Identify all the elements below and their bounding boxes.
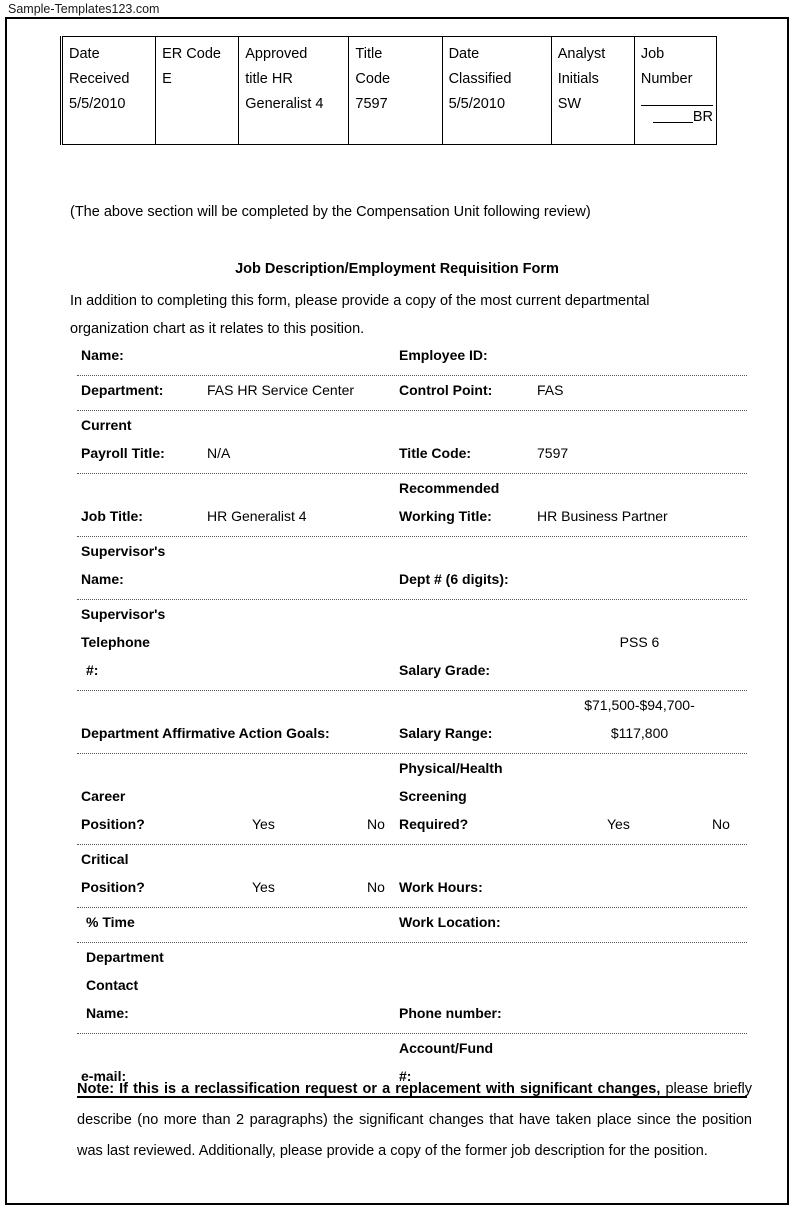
job-number-blank-rule xyxy=(641,93,713,106)
label-telephone: Telephone xyxy=(81,634,150,650)
label-department-contact-1: Department xyxy=(86,949,164,965)
label-account-fund: Account/Fund xyxy=(399,1040,494,1056)
job-number-underline xyxy=(653,108,693,123)
label-email: e-mail: xyxy=(81,1068,127,1084)
label-working-title: Working Title: xyxy=(399,508,492,524)
label-critical-position: Position? xyxy=(81,879,145,895)
label-physical-health: Physical/Health xyxy=(399,760,503,776)
label-supervisor-name: Name: xyxy=(81,571,124,587)
intro-paragraph: In addition to completing this form, please provide a copy of the most current departmental organization chart as it relates to this position. xyxy=(70,293,650,337)
cell-line-2: title HR xyxy=(245,71,293,87)
label-career-position: Position? xyxy=(81,816,145,832)
label-current: Current xyxy=(81,417,132,433)
label-department-contact-2: Contact xyxy=(86,977,139,993)
form-row-name xyxy=(77,341,747,375)
form-row-supervisor-phone xyxy=(77,599,747,690)
requisition-form xyxy=(77,341,747,1098)
job-number-br-line xyxy=(641,106,716,128)
note-body-text: please briefly describe (no more than 2 paragraphs) the significant changes that have taken place since the position was last reviewed. Additionally, please provide a copy of the former job description for the position. xyxy=(77,1081,753,1159)
cell-line-1: Date xyxy=(448,46,480,62)
label-screening-required: Required? xyxy=(399,816,469,832)
label-control-point: Control Point: xyxy=(399,382,493,398)
cell-line-1: Title xyxy=(355,46,383,62)
cell-line-2: Initials xyxy=(557,71,599,87)
label-title-code: Title Code: xyxy=(399,445,472,461)
cell-value: Generalist 4 xyxy=(245,96,324,112)
form-row-percent-time xyxy=(77,907,747,942)
cell-er-code xyxy=(156,37,239,145)
cell-job-number xyxy=(634,37,716,145)
note-bold-text: Note: If this is a reclassification request or a replacement with significant changes, xyxy=(77,1081,661,1097)
label-supervisors-2: Supervisor's xyxy=(81,606,166,622)
form-row-critical-position xyxy=(77,844,747,907)
cell-value: 7597 xyxy=(355,96,388,112)
cell-line-1: Approved xyxy=(245,46,308,62)
option-critical-yes[interactable]: Yes xyxy=(252,879,275,895)
cell-line-1: Analyst xyxy=(557,46,606,62)
option-career-yes[interactable]: Yes xyxy=(252,816,275,832)
cell-line-2: Classified xyxy=(448,71,512,87)
compensation-unit-notice: (The above section will be completed by the Compensation Unit following review) xyxy=(70,204,591,220)
value-control-point[interactable]: FAS xyxy=(537,382,564,398)
cell-line-1: Date xyxy=(69,46,100,62)
value-department[interactable]: FAS HR Service Center xyxy=(207,382,355,398)
label-work-location: Work Location: xyxy=(399,914,501,930)
form-row-career-position xyxy=(77,753,747,844)
label-work-hours: Work Hours: xyxy=(399,879,483,895)
value-working-title[interactable]: HR Business Partner xyxy=(537,508,668,524)
label-phone-number: Phone number: xyxy=(399,1005,502,1021)
label-department: Department: xyxy=(81,382,164,398)
value-salary-grade[interactable]: PSS 6 xyxy=(619,634,660,650)
cell-title-code xyxy=(349,37,442,145)
cell-approved-title xyxy=(239,37,349,145)
value-salary-range-line2[interactable]: $117,800 xyxy=(610,725,669,741)
form-row-supervisor-name xyxy=(77,536,747,599)
label-account-fund-hash: #: xyxy=(399,1068,412,1084)
cell-value: SW xyxy=(557,96,582,112)
cell-line-2: Received xyxy=(69,71,130,87)
page-frame xyxy=(5,17,789,1205)
value-job-title[interactable]: HR Generalist 4 xyxy=(207,508,307,524)
value-title-code[interactable]: 7597 xyxy=(537,445,569,461)
reclassification-note xyxy=(77,1074,752,1167)
option-screening-no[interactable]: No xyxy=(712,816,730,832)
label-screening: Screening xyxy=(399,788,467,804)
job-number-suffix: BR xyxy=(692,109,713,125)
label-percent-time: % Time xyxy=(86,914,135,930)
option-screening-yes[interactable]: Yes xyxy=(607,816,630,832)
cell-line-1: Job xyxy=(640,46,665,62)
watermark-text: Sample-Templates123.com xyxy=(8,2,160,16)
label-salary-range: Salary Range: xyxy=(399,725,493,741)
form-row-department xyxy=(77,375,747,410)
label-supervisors: Supervisor's xyxy=(81,543,166,559)
label-dept-number: Dept # (6 digits): xyxy=(399,571,509,587)
value-salary-range-line1[interactable]: $71,500-$94,700- xyxy=(584,697,695,713)
label-critical: Critical xyxy=(81,851,129,867)
label-payroll-title: Payroll Title: xyxy=(81,445,165,461)
cell-value: 5/5/2010 xyxy=(69,96,126,112)
label-recommended: Recommended xyxy=(399,480,500,496)
label-job-title: Job Title: xyxy=(81,508,143,524)
form-row-payroll-title xyxy=(77,410,747,473)
cell-value: E xyxy=(162,71,172,87)
cell-date-received xyxy=(62,37,156,145)
label-employee-id: Employee ID: xyxy=(399,347,488,363)
label-career: Career xyxy=(81,788,126,804)
cell-line-2: Code xyxy=(355,71,391,87)
compensation-table xyxy=(60,36,717,145)
label-telephone-hash: #: xyxy=(86,662,99,678)
value-payroll-title[interactable]: N/A xyxy=(207,445,231,461)
page-title: Job Description/Employment Requisition Form xyxy=(235,261,559,277)
form-row-job-title xyxy=(77,473,747,536)
cell-line-2: Number xyxy=(640,71,693,87)
label-contact-name: Name: xyxy=(86,1005,129,1021)
option-career-no[interactable]: No xyxy=(367,816,385,832)
form-row-affirmative-action xyxy=(77,690,747,753)
cell-line-1: ER Code xyxy=(162,46,221,62)
cell-analyst-initials xyxy=(551,37,634,145)
form-row-department-contact xyxy=(77,942,747,1033)
label-affirmative-action-goals: Department Affirmative Action Goals: xyxy=(81,725,330,741)
option-critical-no[interactable]: No xyxy=(367,879,385,895)
compensation-table-container xyxy=(60,36,717,145)
table-row xyxy=(62,37,717,145)
label-name: Name: xyxy=(81,347,124,363)
cell-value: 5/5/2010 xyxy=(448,96,506,112)
label-salary-grade: Salary Grade: xyxy=(399,662,491,678)
cell-date-classified xyxy=(442,37,551,145)
